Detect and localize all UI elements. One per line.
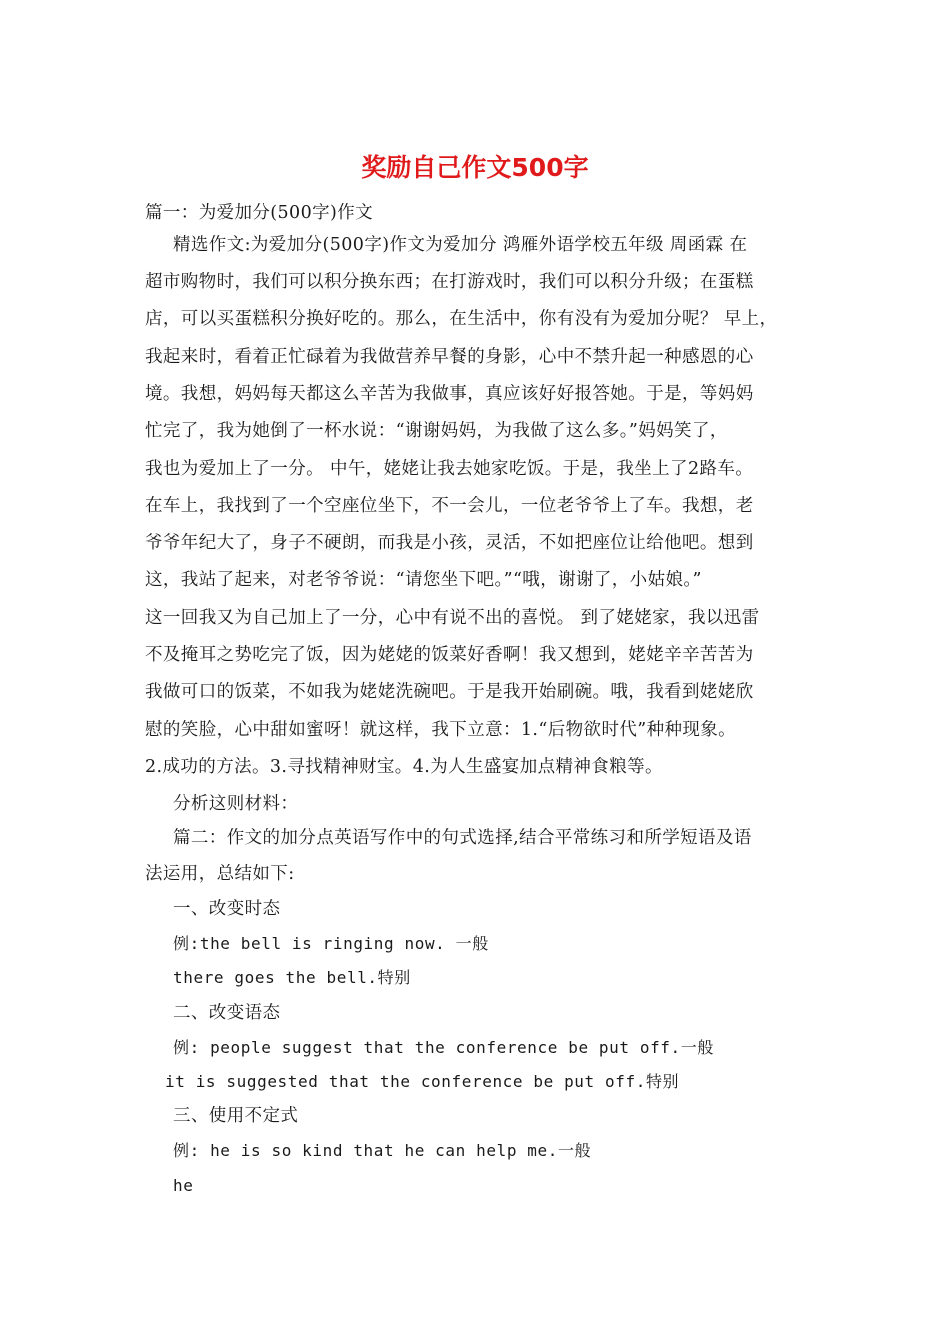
text-line: 我做可口的饭菜，不如我为姥姥洗碗吧。于是我开始刷碗。哦，我看到姥姥欣 — [145, 682, 754, 702]
text-line: 忙完了，我为她倒了一杯水说：“谢谢妈妈，为我做了这么多。”妈妈笑了， — [145, 421, 728, 441]
text-line: 我也为爱加上了一分。 中午，姥姥让我去她家吃饭。于是，我坐上了2路车。 — [145, 459, 754, 479]
text-line: 例: he is so kind that he can help me.一般 — [173, 1141, 592, 1160]
text-line: 篇二：作文的加分点英语写作中的句式选择,结合平常练习和所学短语及语 — [173, 828, 752, 848]
text-line: 精选作文:为爱加分(500字)作文为爱加分 鸿雁外语学校五年级 周函霖 在 — [173, 235, 748, 255]
text-line: there goes the bell.特别 — [173, 968, 411, 987]
text-line: he — [173, 1176, 194, 1195]
text-line: 2.成功的方法。3.寻找精神财宝。4.为人生盛宴加点精神食粮等。 — [145, 757, 663, 777]
text-line: 分析这则材料： — [173, 794, 299, 814]
text-line: 二、改变语态 — [173, 1003, 281, 1023]
text-line: 这一回我又为自己加上了一分，心中有说不出的喜悦。 到了姥姥家，我以迅雷 — [145, 608, 760, 628]
text-line: 境。我想，妈妈每天都这么辛苦为我做事，真应该好好报答她。于是，等妈妈 — [145, 384, 754, 404]
text-line: 不及掩耳之势吃完了饭，因为姥姥的饭菜好香啊！我又想到，姥姥辛辛苦苦为 — [145, 645, 754, 665]
text-line: 爷爷年纪大了，身子不硬朗，而我是小孩，灵活，不如把座位让给他吧。想到 — [145, 533, 754, 553]
text-line: 店，可以买蛋糕积分换好吃的。那么，在生活中，你有没有为爱加分呢？ 早上， — [145, 309, 778, 329]
text-line: 例: people suggest that the conference be put off.一般 — [173, 1038, 714, 1057]
text-line: it is suggested that the conference be put off.特别 — [165, 1072, 680, 1091]
text-line: 法运用，总结如下: — [145, 864, 295, 884]
text-line: 三、使用不定式 — [173, 1106, 299, 1126]
text-line: 在车上，我找到了一个空座位坐下，不一会儿，一位老爷爷上了车。我想，老 — [145, 496, 754, 516]
text-line: 篇一：为爱加分(500字)作文 — [145, 203, 374, 223]
text-line: 这，我站了起来，对老爷爷说：“请您坐下吧。”“哦，谢谢了，小姑娘。” — [145, 570, 702, 590]
text-line: 超市购物时，我们可以积分换东西；在打游戏时，我们可以积分升级；在蛋糕 — [145, 272, 754, 292]
text-line: 例:the bell is ringing now. 一般 — [173, 934, 489, 953]
text-line: 我起来时，看着正忙碌着为我做营养早餐的身影，心中不禁升起一种感恩的心 — [145, 347, 754, 367]
text-line: 一、改变时态 — [173, 899, 281, 919]
text-line: 慰的笑脸，心中甜如蜜呀！就这样，我下立意：1.“后物欲时代”种种现象。 — [145, 720, 737, 740]
document-title: 奖励自己作文500字 — [361, 153, 589, 182]
